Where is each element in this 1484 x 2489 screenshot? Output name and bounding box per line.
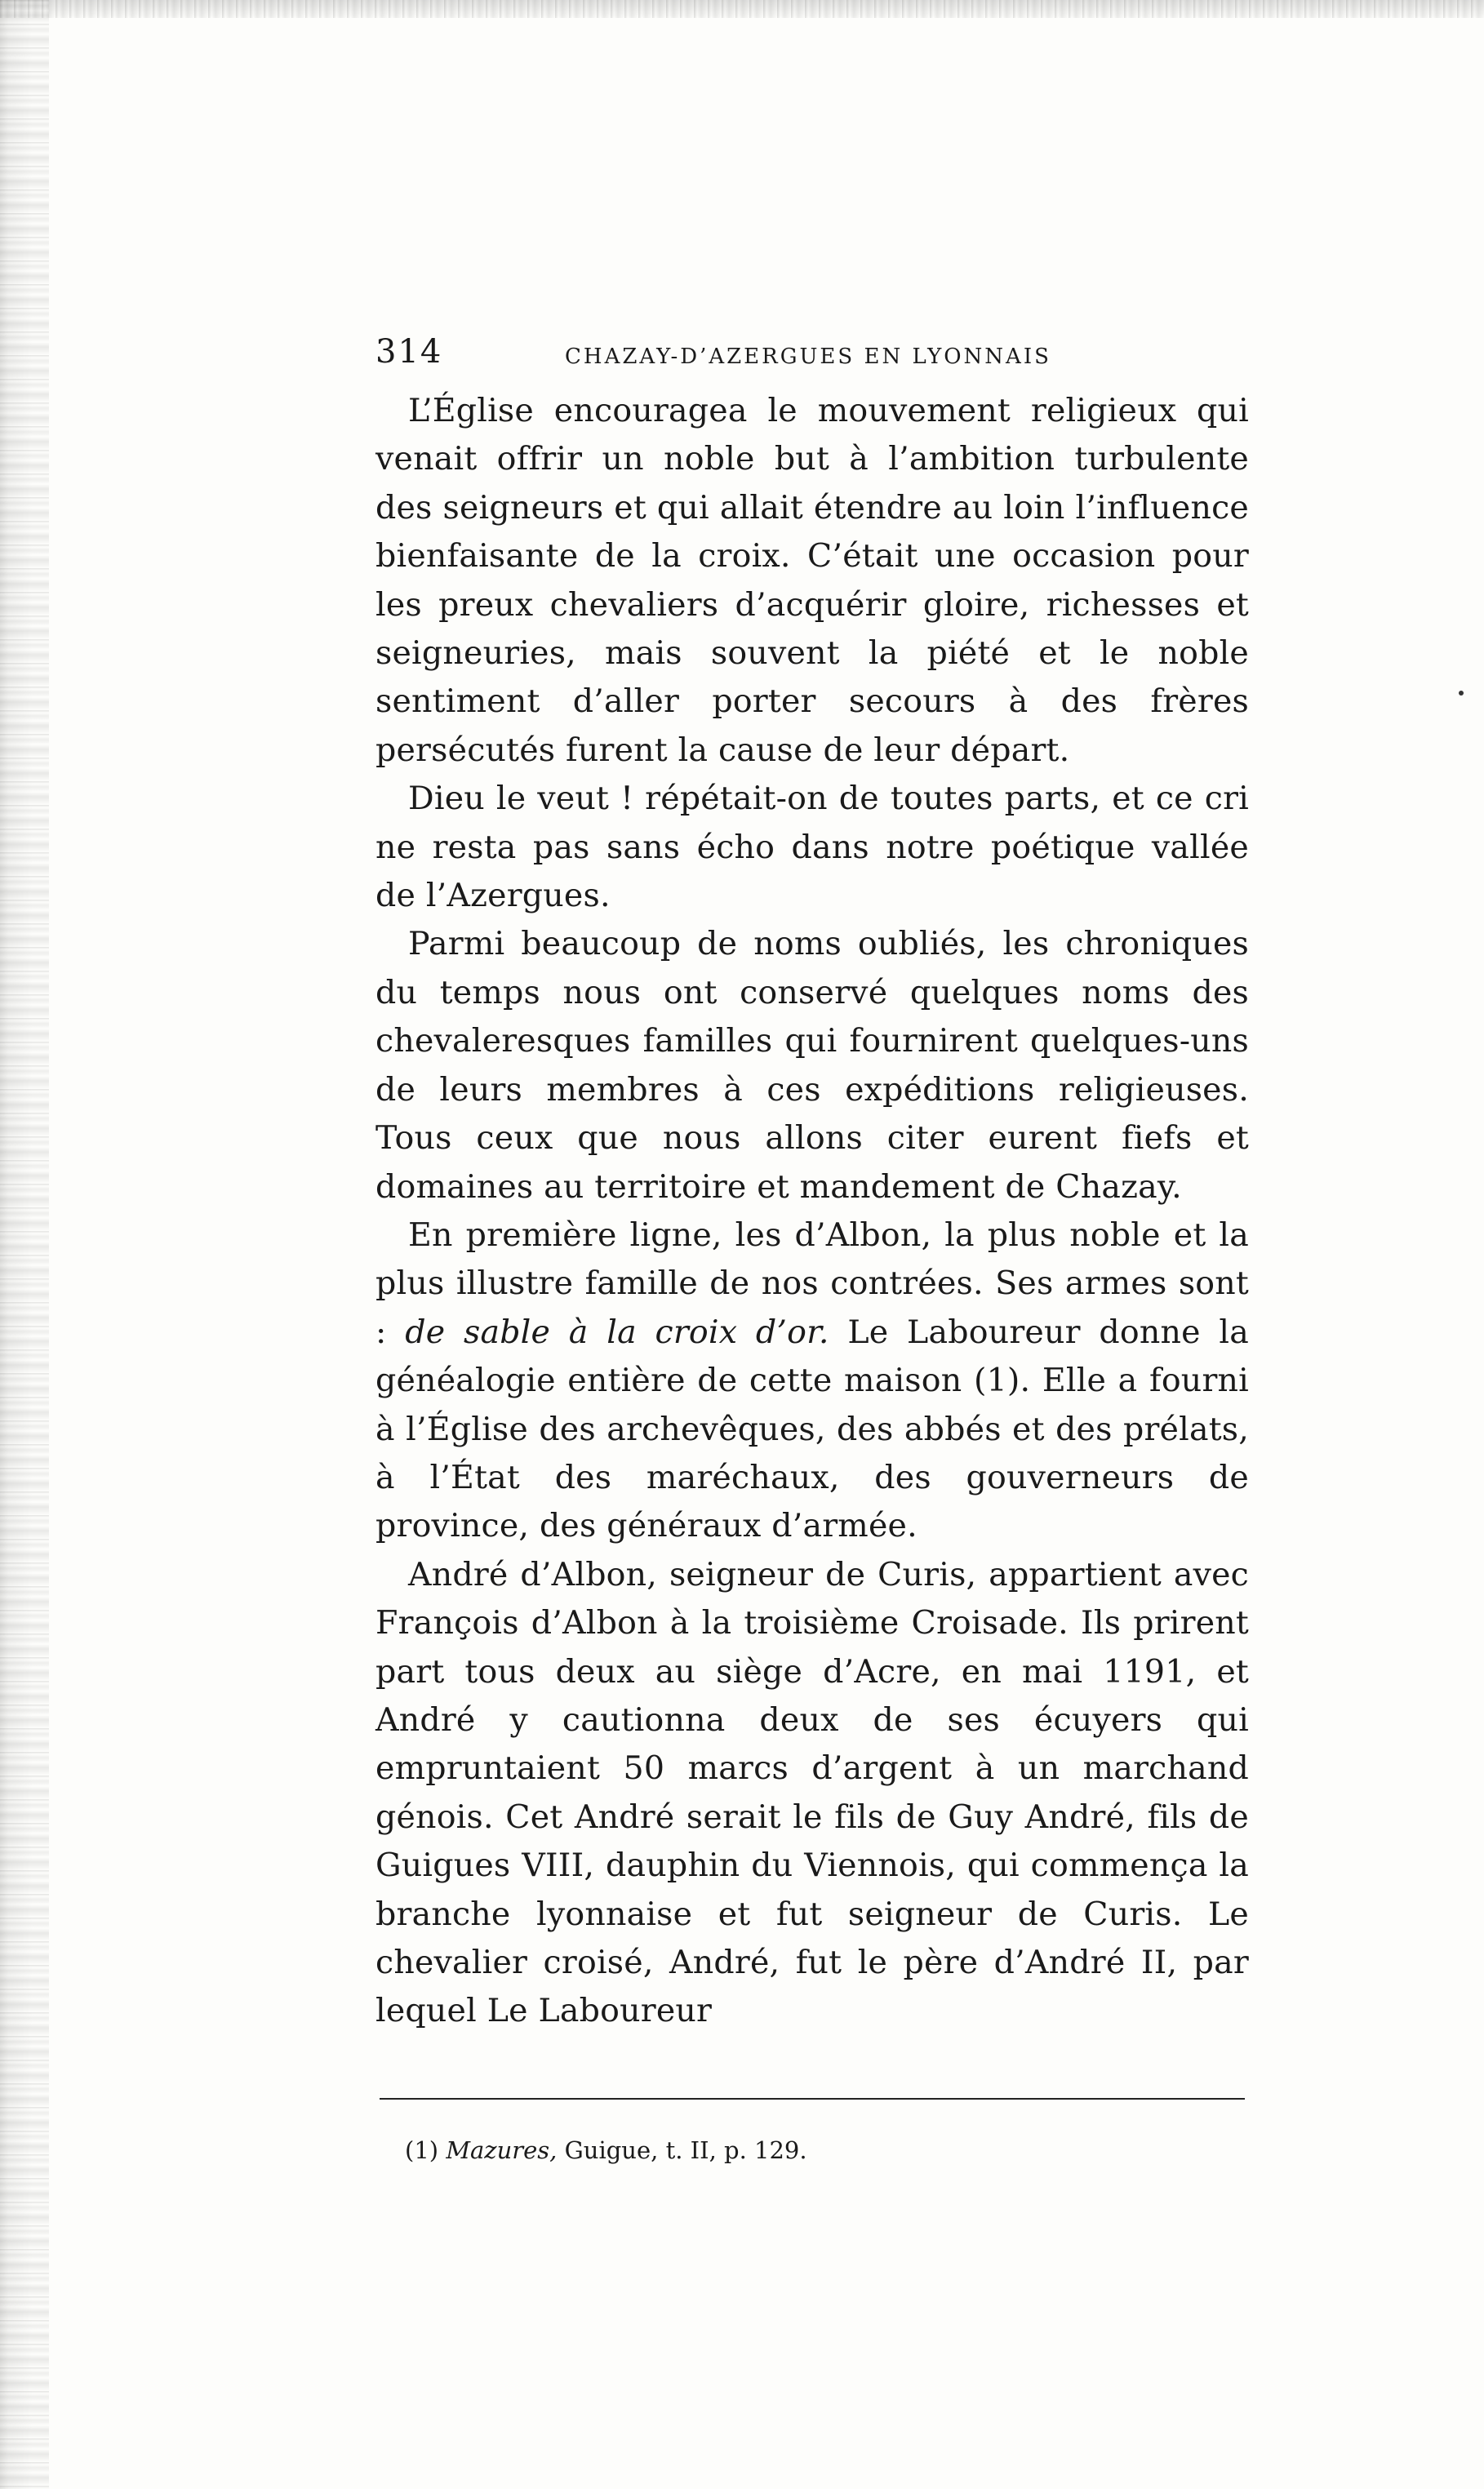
paragraph-4 bbox=[375, 1211, 1249, 1551]
footnote bbox=[405, 2134, 1249, 2167]
paragraph-4-part-1: En première ligne, les d’Albon, la plus noble et la plus illustre famille de nos contrées. Ses armes sont : bbox=[375, 1216, 1249, 1351]
paragraph-4-part-2: Le Laboureur donne la généalogie entière de cette maison (1). Elle a fourni à l’Église des archevêques, des abbés et des prélats, à l’État des maréchaux, des gouverneurs de province, des généraux d’armée. bbox=[375, 1313, 1250, 1545]
stray-ink-dot bbox=[1459, 691, 1464, 696]
running-title: CHAZAY-D’AZERGUES EN LYONNAIS bbox=[565, 344, 1051, 369]
page-number: 314 bbox=[375, 333, 443, 371]
paragraph-2: Dieu le veut ! répétait-on de toutes parts, et ce cri ne resta pas sans écho dans notre poétique vallée de l’Azergues. bbox=[375, 780, 1249, 915]
scan-top-shadow bbox=[0, 0, 1484, 18]
book-page bbox=[375, 327, 1249, 2167]
footnote-italic-title: Mazures, bbox=[446, 2136, 558, 2164]
paragraph-5: André d’Albon, seigneur de Curis, appartient avec François d’Albon à la troisième Croisade. Ils prirent part tous deux au siège d’Acre, en mai 1191, et André y cautionna deux de ses écuyers qui empruntaient 50 marcs d’argent à un marchand génois. Cet André serait le fils de Guy André, fils de Guigues VIII, dauphin du Viennois, qui commença la branche lyonnaise et fut seigneur de Curis. Le chevalier croisé, André, fut le père d’André II, par lequel Le Laboureur bbox=[375, 1555, 1249, 2030]
body-text bbox=[375, 387, 1249, 2036]
footnote-reference: Guigue, t. II, p. 129. bbox=[557, 2136, 807, 2164]
running-head bbox=[375, 327, 1249, 376]
paragraph-3: Parmi beaucoup de noms oubliés, les chroniques du temps nous ont conservé quelques noms des chevaleresques familles qui fournirent quelques-uns de leurs membres à ces expéditions religieuses. Tous ceux que nous allons citer eurent fiefs et domaines au territoire et mandement de Chazay. bbox=[375, 925, 1249, 1206]
paragraph-1: L’Église encouragea le mouvement religieux qui venait offrir un noble but à l’ambition turbulente des seigneurs et qui allait étendre au loin l’influence bienfaisante de la croix. C’était une occasion pour les preux chevaliers d’acquérir gloire, richesses et seigneuries, mais souvent la piété et le noble sentiment d’aller porter secours à des frères persécutés furent la cause de leur départ. bbox=[375, 392, 1249, 769]
paragraph-4-italic-arms: de sable à la croix d’or. bbox=[405, 1313, 829, 1351]
scan-edge-shadow bbox=[0, 0, 49, 2489]
footnote-divider bbox=[380, 2098, 1245, 2100]
footnote-marker: (1) bbox=[405, 2136, 439, 2164]
